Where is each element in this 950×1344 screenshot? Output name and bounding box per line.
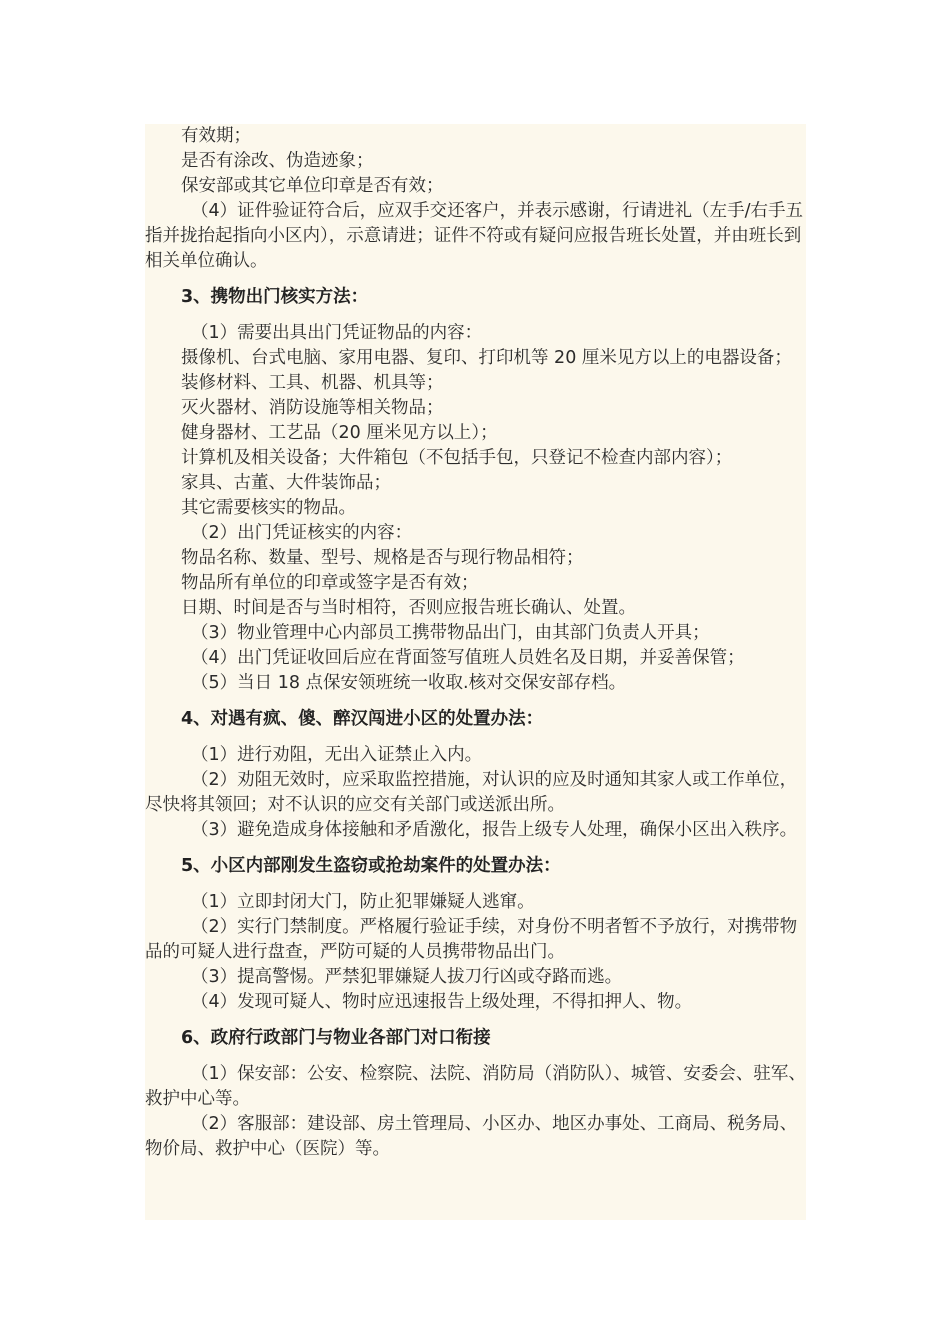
paragraph: （3）物业管理中心内部员工携带物品出门，由其部门负责人开具； [191,623,710,643]
paragraph: （2）实行门禁制度。严格履行验证手续，对身份不明者暂不予放行，对携带物品的可疑人进行盘查，严防可疑的人员携带物品出门。 [145,917,798,962]
paragraph: （2）客服部：建设部、房土管理局、小区办、地区办事处、工商局、税务局、物价局、救护中心（医院）等。 [145,1114,798,1159]
paragraph: （3）提高警惕。严禁犯罪嫌疑人拔刀行凶或夺路而逃。 [191,967,623,987]
paragraph: 健身器材、工艺品（20 厘米见方以上）； [181,423,498,443]
section-heading: 5、小区内部刚发生盗窃或抢劫案件的处置办法： [181,856,561,876]
paragraph: （3）避免造成身体接触和矛盾激化，报告上级专人处理，确保小区出入秩序。 [191,820,798,840]
paragraph: （2）出门凭证核实的内容： [191,523,413,543]
paragraph: 其它需要核实的物品。 [181,498,356,518]
paragraph: （2）劝阻无效时，应采取监控措施，对认识的应及时通知其家人或工作单位，尽快将其领回；对不认识的应交有关部门或送派出所。 [145,770,798,815]
paragraph: （1）需要出具出门凭证物品的内容： [191,323,483,343]
paragraph: 是否有涂改、伪造迹象； [181,151,374,171]
paragraph: 日期、时间是否与当时相符，否则应报告班长确认、处置。 [181,598,636,618]
document-body [145,124,806,1162]
paragraph: （1）立即封闭大门，防止犯罪嫌疑人逃窜。 [191,892,535,912]
paragraph: 物品所有单位的印章或签字是否有效； [181,573,479,593]
paragraph: 灭火器材、消防设施等相关物品； [181,398,444,418]
paragraph: （4）发现可疑人、物时应迅速报告上级处理，不得扣押人、物。 [191,992,693,1012]
paragraph: （4）出门凭证收回后应在背面签写值班人员姓名及日期，并妥善保管； [191,648,745,668]
paragraph: 装修材料、工具、机器、机具等； [181,373,444,393]
section-heading: 4、对遇有疯、傻、醉汉闯进小区的处置办法： [181,709,544,729]
paragraph: （5）当日 18 点保安领班统一收取.核对交保安部存档。 [191,673,627,693]
section-heading: 3、携物出门核实方法： [181,287,369,307]
paragraph: 有效期； [181,126,251,146]
paragraph: （4）证件验证符合后，应双手交还客户，并表示感谢，行请进礼（左手/右手五指并拢抬起指向小区内），示意请进；证件不符或有疑问应报告班长处置，并由班长到相关单位确认。 [145,201,804,271]
paragraph: 物品名称、数量、型号、规格是否与现行物品相符； [181,548,584,568]
section-heading: 6、政府行政部门与物业各部门对口衔接 [181,1028,491,1048]
paragraph: 家具、古董、大件装饰品； [181,473,391,493]
paragraph: （1）进行劝阻，无出入证禁止入内。 [191,745,483,765]
paragraph: 保安部或其它单位印章是否有效； [181,176,444,196]
paragraph: 摄像机、台式电脑、家用电器、复印、打印机等 20 厘米见方以上的电器设备； [181,348,792,368]
paragraph: （1）保安部：公安、检察院、法院、消防局（消防队）、城管、安委会、驻军、救护中心等。 [145,1064,806,1109]
paragraph: 计算机及相关设备；大件箱包（不包括手包，只登记不检查内部内容）； [181,448,733,468]
